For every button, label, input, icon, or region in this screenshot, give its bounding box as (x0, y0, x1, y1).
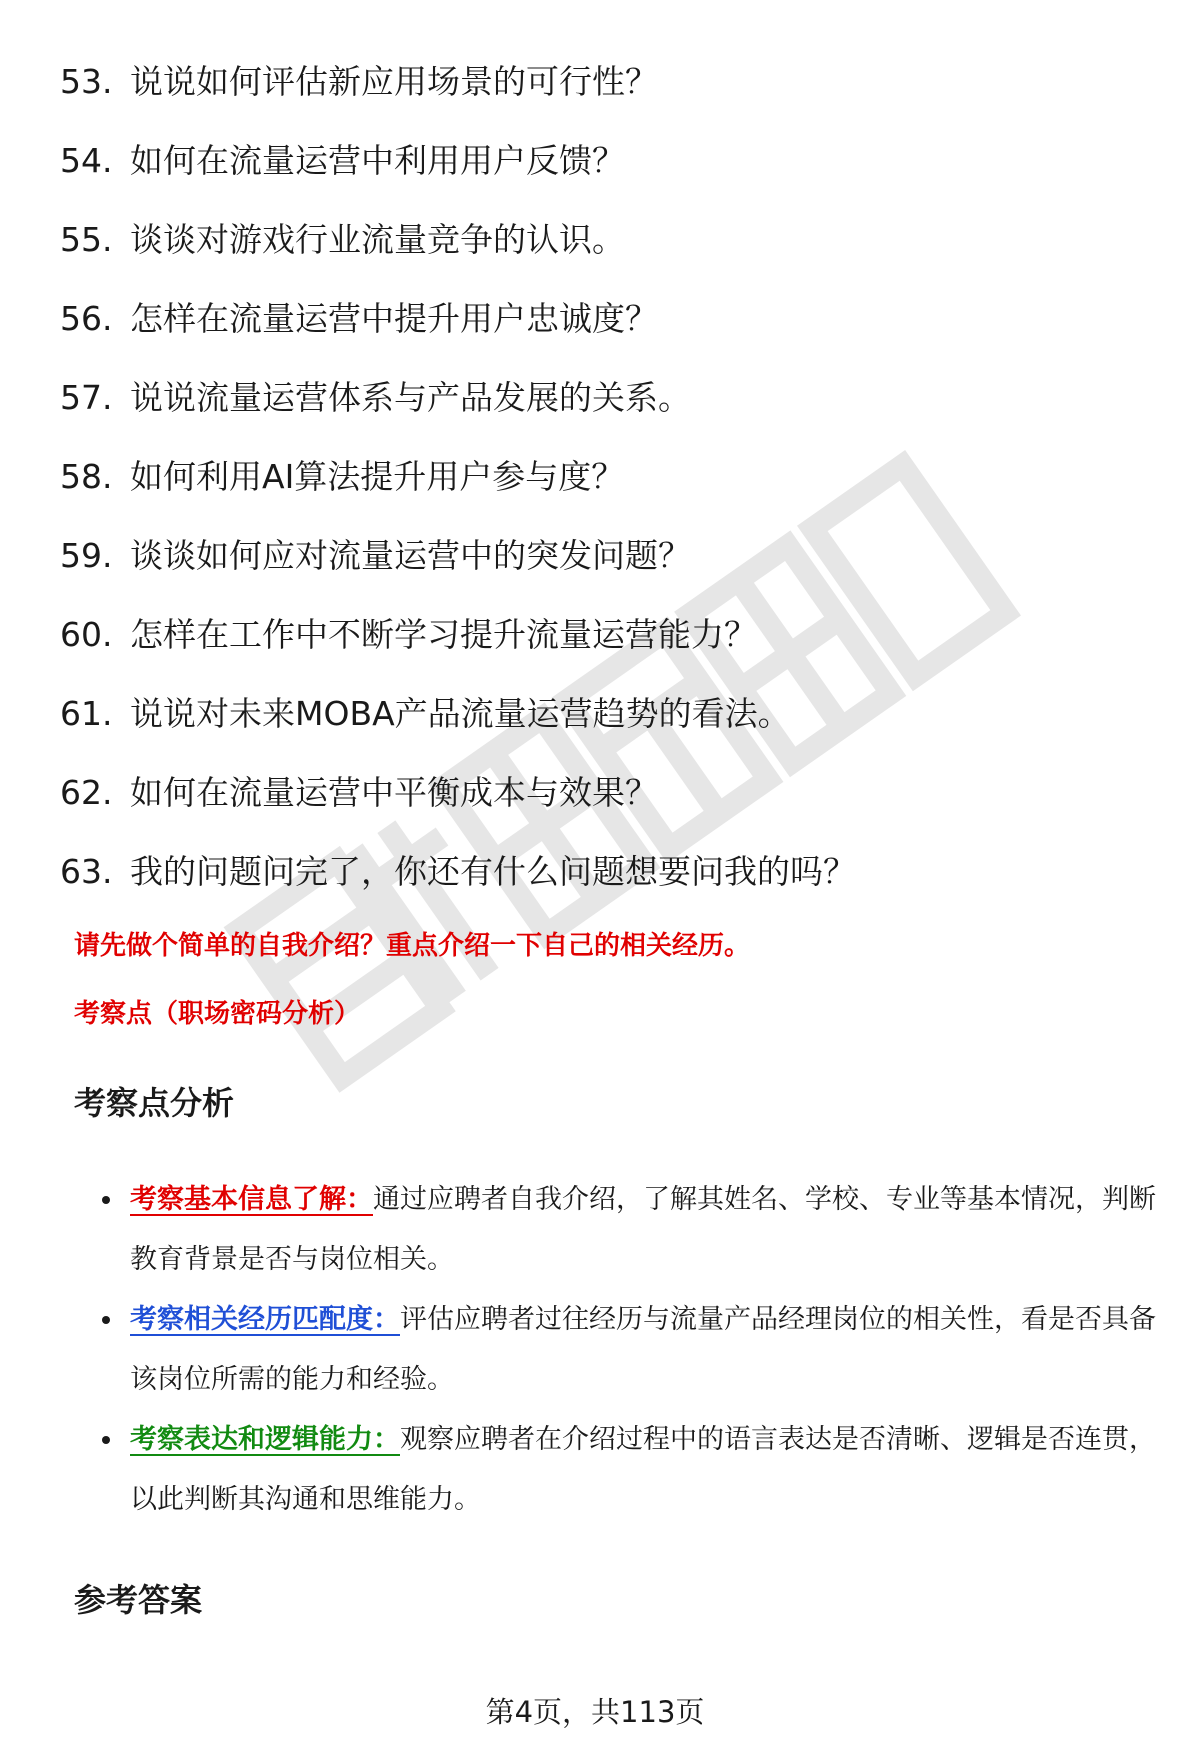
page-footer: 第4页，共113页 (485, 1695, 705, 1729)
question-list (60, 42, 1160, 911)
question-text: 说说如何评估新应用场景的可行性？ (130, 61, 658, 101)
question-number: 58. (60, 456, 113, 496)
question-number: 61. (60, 693, 113, 733)
bullet-dot-icon (102, 1196, 110, 1204)
analysis-item (100, 1410, 1160, 1530)
question-number: 56. (60, 298, 113, 338)
exam-point-heading: 考察点（职场密码分析） (74, 999, 361, 1029)
analysis-item-text: 观察应聘者在介绍过程中的语言表达是否清晰、逻辑是否连贯，以此判断其沟通和思维能力。 (130, 1424, 1156, 1515)
question-number: 55. (60, 219, 113, 259)
question-heading: 请先做个简单的自我介绍？重点介绍一下自己的相关经历。 (74, 931, 751, 961)
question-number: 63. (60, 851, 113, 891)
analysis-title: 考察点分析 (74, 1084, 235, 1122)
question-text: 谈谈对游戏行业流量竞争的认识。 (130, 219, 625, 259)
question-number: 54. (60, 140, 113, 180)
question-text: 如何利用AI算法提升用户参与度？ (130, 456, 625, 496)
analysis-item-label: 考察相关经历匹配度： (130, 1304, 400, 1335)
question-number: 60. (60, 614, 113, 654)
question-item (60, 121, 1160, 200)
question-text: 怎样在流量运营中提升用户忠诚度？ (130, 298, 658, 338)
bullet-dot-icon (102, 1316, 110, 1324)
question-text: 说说对未来MOBA产品流量运营趋势的看法。 (130, 693, 791, 733)
question-text: 我的问题问完了，你还有什么问题想要问我的吗？ (130, 851, 856, 891)
question-text: 如何在流量运营中平衡成本与效果？ (130, 772, 658, 812)
question-item (60, 516, 1160, 595)
question-number: 59. (60, 535, 113, 575)
question-item (60, 595, 1160, 674)
question-item (60, 674, 1160, 753)
analysis-list (100, 1170, 1160, 1530)
question-item (60, 437, 1160, 516)
question-item (60, 358, 1160, 437)
question-item (60, 279, 1160, 358)
answer-title: 参考答案 (74, 1581, 203, 1619)
question-item (60, 753, 1160, 832)
question-item (60, 832, 1160, 911)
question-number: 57. (60, 377, 113, 417)
question-text: 怎样在工作中不断学习提升流量运营能力？ (130, 614, 757, 654)
analysis-item (100, 1170, 1160, 1290)
analysis-item (100, 1290, 1160, 1410)
analysis-item-label: 考察基本信息了解： (130, 1184, 373, 1215)
question-item (60, 200, 1160, 279)
question-text: 说说流量运营体系与产品发展的关系。 (130, 377, 691, 417)
analysis-item-text: 通过应聘者自我介绍，了解其姓名、学校、专业等基本情况，判断教育背景是否与岗位相关。 (130, 1184, 1156, 1275)
bullet-dot-icon (102, 1436, 110, 1444)
question-number: 53. (60, 61, 113, 101)
question-item (60, 42, 1160, 121)
question-text: 谈谈如何应对流量运营中的突发问题？ (130, 535, 691, 575)
analysis-item-label: 考察表达和逻辑能力： (130, 1424, 400, 1455)
question-number: 62. (60, 772, 113, 812)
question-text: 如何在流量运营中利用用户反馈？ (130, 140, 625, 180)
analysis-item-text: 评估应聘者过往经历与流量产品经理岗位的相关性，看是否具备该岗位所需的能力和经验。 (130, 1304, 1156, 1395)
